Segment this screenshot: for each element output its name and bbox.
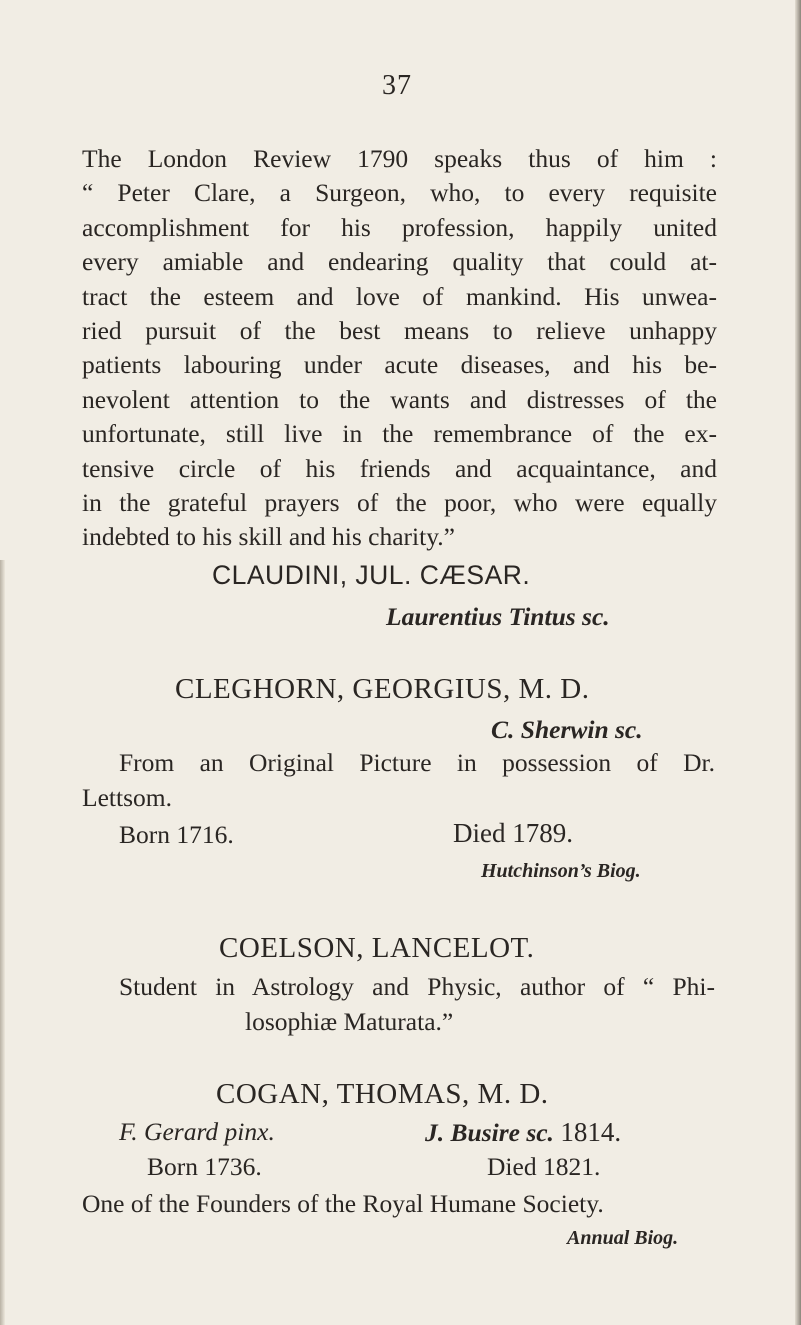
source-citation-cogan: Annual Biog.	[567, 1227, 679, 1249]
provenance-line: From an Original Picture in possession of Dr.	[119, 748, 715, 777]
description-note	[119, 972, 715, 1002]
entry-heading-coelson: COELSON, LANCELOT.	[219, 932, 535, 964]
entry-heading-cogan: COGAN, THOMAS, M. D.	[216, 1078, 549, 1110]
paragraph-line: patients labouring under acute diseases, and his be-	[82, 350, 717, 380]
paragraph-line: tract the esteem and love of mankind. His unwea-	[82, 281, 717, 311]
paragraph-line: tensive circle of his friends and acquaintance, and	[82, 453, 717, 483]
paragraph-line: The London Review 1790 speaks thus of him :	[82, 144, 717, 173]
paragraph-line: accomplishment for his profession, happily united	[82, 212, 717, 242]
paragraph-line: in the grateful prayers of the poor, who were equally	[82, 487, 717, 517]
paragraph-line: nevolent attention to the wants and distresses of the	[82, 384, 717, 414]
description-note-continued: losophiæ Maturata.”	[245, 1007, 454, 1036]
engraver-credit-cogan	[425, 1117, 621, 1148]
engraver-credit-cleghorn: C. Sherwin sc.	[491, 715, 643, 744]
paragraph-line: indebted to his skill and his charity.”	[82, 522, 455, 552]
entry-heading-claudini: CLAUDINI, JUL. CÆSAR.	[212, 560, 531, 590]
engraving-year: 1814.	[560, 1117, 622, 1147]
born-date: Born 1736.	[147, 1152, 262, 1181]
page-number: 37	[382, 70, 412, 101]
painter-credit: F. Gerard pinx.	[119, 1117, 275, 1146]
died-date: Died 1821.	[487, 1152, 601, 1181]
description-line: Student in Astrology and Physic, author of “ Phi-	[119, 972, 715, 1001]
provenance-note	[119, 748, 715, 778]
paragraph-line: unfortunate, still live in the remembrance of the ex-	[82, 419, 717, 449]
paragraph-line: ried pursuit of the best means to relieve unhappy	[82, 315, 717, 345]
page-edge-shadow	[795, 0, 801, 1325]
engraver-credit-claudini: Laurentius Tintus sc.	[386, 602, 610, 631]
born-date: Born 1716.	[119, 820, 234, 849]
provenance-note-continued: Lettsom.	[82, 783, 172, 812]
died-date: Died 1789.	[453, 818, 573, 848]
source-citation-cleghorn: Hutchinson’s Biog.	[481, 860, 641, 882]
paragraph-line: “ Peter Clare, a Surgeon, who, to every requisite	[82, 178, 717, 208]
page-edge-shadow-left	[0, 560, 5, 1325]
engraver-name: J. Busire sc.	[425, 1118, 554, 1147]
description-note: One of the Founders of the Royal Humane Society.	[82, 1189, 604, 1218]
entry-heading-cleghorn: CLEGHORN, GEORGIUS, M. D.	[175, 673, 590, 705]
paragraph-line: every amiable and endearing quality that could at-	[82, 247, 717, 277]
intro-paragraph	[82, 142, 717, 555]
